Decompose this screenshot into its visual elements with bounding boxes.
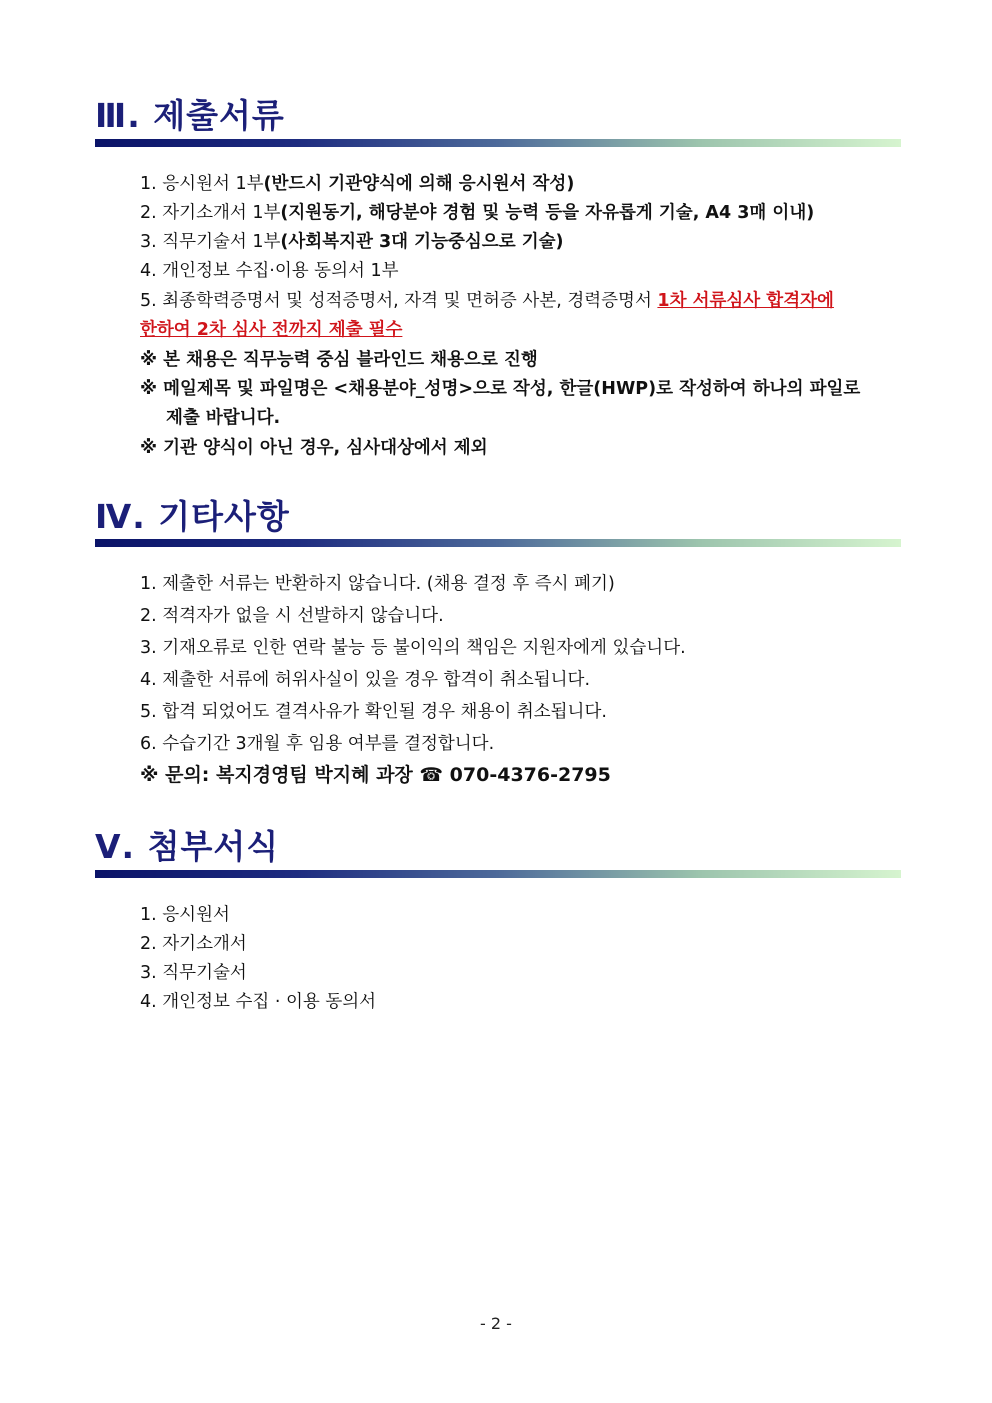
- section-4-item-2: 2. 적격자가 없을 시 선발하지 않습니다.: [140, 606, 444, 626]
- section-3-note-1: ※ 본 채용은 직무능력 중심 블라인드 채용으로 진행: [140, 350, 538, 370]
- contact-line: ※ 문의: 복지경영팀 박지혜 과장 ☎ 070-4376-2795: [140, 764, 611, 786]
- section-3-note-2-cont: 제출 바랍니다.: [166, 408, 281, 428]
- item-emphasis: 한하여 2차 심사 전까지 제출 필수: [140, 320, 403, 340]
- item-emphasis: 1차 서류심사 합격자에: [657, 291, 834, 311]
- section-4-item-4: 4. 제출한 서류에 허위사실이 있을 경우 합격이 취소됩니다.: [140, 670, 591, 690]
- item-text: 5. 최종학력증명서 및 성적증명서, 자격 및 면허증 사본, 경력증명서: [140, 291, 658, 311]
- item-detail: (사회복지관 3대 기능중심으로 기술): [280, 232, 564, 252]
- section-3-item-5-cont: [140, 316, 402, 341]
- section-3-item-4: [140, 257, 399, 282]
- section-5-item-2: 2. 자기소개서: [140, 934, 247, 954]
- section-3-note-3: ※ 기관 양식이 아닌 경우, 심사대상에서 제외: [140, 438, 488, 458]
- item-text: 3. 직무기술서 1부: [140, 232, 281, 252]
- item-detail: (반드시 기관양식에 의해 응시원서 작성): [263, 174, 575, 194]
- section-3-rule: [95, 139, 901, 147]
- section-4-item-6: 6. 수습기간 3개월 후 임용 여부를 결정합니다.: [140, 734, 495, 754]
- section-4-item-1: 1. 제출한 서류는 반환하지 않습니다. (채용 결정 후 즉시 폐기): [140, 574, 615, 594]
- section-4-item-3: 3. 기재오류로 인한 연락 불능 등 불이익의 책임은 지원자에게 있습니다.: [140, 638, 686, 658]
- item-text: 2. 자기소개서 1부: [140, 203, 281, 223]
- section-3-note-2: ※ 메일제목 및 파일명은 <채용분야_성명>으로 작성, 한글(HWP)로 작성하여 하나의 파일로: [140, 379, 861, 399]
- section-3-title: Ⅲ. 제출서류: [95, 96, 285, 135]
- section-4-item-5: 5. 합격 되었어도 결격사유가 확인될 경우 채용이 취소됩니다.: [140, 702, 607, 722]
- section-5-rule: [95, 870, 901, 878]
- section-3-item-2: [140, 199, 814, 224]
- item-text: 4. 개인정보 수집·이용 동의서 1부: [140, 261, 399, 281]
- section-4-title: Ⅳ. 기타사항: [95, 497, 290, 536]
- section-5-item-1: 1. 응시원서: [140, 905, 230, 925]
- section-4-rule: [95, 539, 901, 547]
- section-5-item-4: 4. 개인정보 수집 · 이용 동의서: [140, 992, 377, 1012]
- section-3-item-3: [140, 228, 564, 253]
- section-5-item-3: 3. 직무기술서: [140, 963, 247, 983]
- page-number: - 2 -: [480, 1314, 512, 1333]
- section-3-item-1: [140, 170, 574, 195]
- item-text: 1. 응시원서 1부: [140, 174, 264, 194]
- item-detail: (지원동기, 해당분야 경험 및 능력 등을 자유롭게 기술, A4 3매 이내): [280, 203, 815, 223]
- section-5-title: Ⅴ. 첨부서식: [95, 827, 280, 866]
- section-3-item-5: [140, 287, 834, 312]
